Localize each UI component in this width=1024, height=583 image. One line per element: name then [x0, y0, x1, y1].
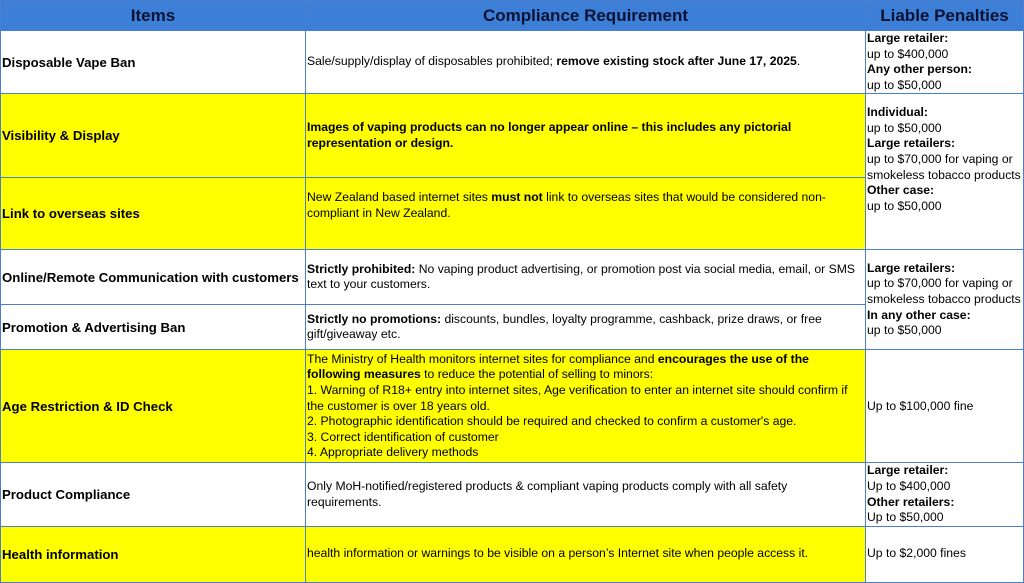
- item-cell: Online/Remote Communication with customers: [1, 250, 306, 305]
- header-compliance-requirement: Compliance Requirement: [306, 1, 866, 31]
- header-row: [1, 1, 1024, 31]
- item-cell: Product Compliance: [1, 463, 306, 526]
- penalty-cell: Up to $100,000 fine: [866, 350, 1024, 463]
- header-items: Items: [1, 1, 306, 31]
- item-cell: Link to overseas sites: [1, 178, 306, 250]
- requirement-cell: [306, 178, 866, 250]
- requirement-text: discounts, bundles, loyalty programme, cashback, prize draws, or free gift/giveaway etc.: [307, 311, 822, 342]
- requirement-text-bold: remove existing stock after June 17, 2025: [556, 54, 797, 69]
- header-liable-penalties: Liable Penalties: [866, 1, 1024, 31]
- requirement-text: The Ministry of Health monitors internet sites for compliance and: [307, 351, 658, 366]
- requirement-text-bold: must not: [491, 190, 543, 205]
- requirement-text-bold: Strictly no promotions:: [307, 311, 442, 326]
- penalty-label: Individual:: [867, 105, 928, 120]
- item-cell: Disposable Vape Ban: [1, 31, 306, 94]
- penalty-cell: [866, 250, 1024, 350]
- requirement-text: link to overseas sites that would be considered non-compliant in New Zealand.: [307, 190, 826, 220]
- requirement-cell: [306, 350, 866, 463]
- requirement-text: to reduce the potential of selling to minors:: [420, 367, 654, 382]
- requirement-text: .: [796, 54, 801, 69]
- item-cell: Health information: [1, 526, 306, 582]
- table-row: [1, 250, 1024, 305]
- requirement-text: No vaping product advertising, or promotion post via social media, email, or SMS text to your customers.: [307, 261, 855, 292]
- penalty-value: Up to $400,000: [867, 478, 951, 493]
- requirement-cell: Only MoH-notified/registered products & compliant vaping products comply with all safety requirements.: [306, 463, 866, 526]
- requirement-list-item: 2. Photographic identification should be required and checked to confirm a customer's age.: [307, 414, 797, 429]
- penalty-cell: [866, 31, 1024, 94]
- penalty-value: Up to $50,000: [867, 510, 944, 525]
- requirement-text: New Zealand based internet sites: [307, 190, 492, 205]
- table-row: [1, 94, 1024, 178]
- table-row: [1, 350, 1024, 463]
- item-cell: Age Restriction & ID Check: [1, 350, 306, 463]
- penalty-label: Large retailer:: [867, 463, 949, 478]
- requirement-cell: [306, 305, 866, 350]
- penalty-value: up to $70,000 for vaping or smokeless tobacco products: [867, 276, 1021, 307]
- table-row: [1, 31, 1024, 94]
- requirement-cell: [306, 94, 866, 178]
- requirement-text-bold: Strictly prohibited:: [307, 261, 416, 276]
- penalty-cell: [866, 463, 1024, 526]
- requirement-cell: health information or warnings to be visible on a person’s Internet site when people access it.: [306, 526, 866, 582]
- penalty-label: Large retailer:: [867, 31, 949, 45]
- item-cell: Visibility & Display: [1, 94, 306, 178]
- requirement-cell: [306, 31, 866, 94]
- penalty-value: up to $50,000: [867, 198, 942, 213]
- penalty-cell: [866, 94, 1024, 250]
- penalty-label: Any other person:: [867, 62, 972, 77]
- penalty-label: Large retailers:: [867, 260, 956, 275]
- penalty-value: up to $50,000: [867, 323, 942, 338]
- requirement-text-bold: encourages the use of the following measures: [307, 351, 809, 382]
- penalty-value: up to $50,000: [867, 77, 942, 92]
- penalty-label: Other retailers:: [867, 494, 955, 509]
- penalty-label: Other case:: [867, 183, 935, 198]
- requirement-list-item: 3. Correct identification of customer: [307, 429, 499, 444]
- requirement-text: Sale/supply/display of disposables prohibited;: [307, 54, 557, 69]
- penalty-label: Large retailers:: [867, 136, 956, 151]
- requirement-cell: [306, 250, 866, 305]
- requirement-list-item: 4. Appropriate delivery methods: [307, 445, 479, 460]
- requirement-text-bold: Images of vaping products can no longer appear online – this includes any pictorial representation or design.: [307, 120, 792, 150]
- penalty-label: In any other case:: [867, 307, 971, 322]
- requirement-list-item: 1. Warning of R18+ entry into internet sites, Age verification to enter an internet site should confirm if the customer is over 18 years old.: [307, 382, 848, 413]
- penalty-value: up to $50,000: [867, 120, 942, 135]
- penalty-cell: Up to $2,000 fines: [866, 526, 1024, 582]
- table-row: [1, 526, 1024, 582]
- penalty-value: up to $70,000 for vaping or smokeless tobacco products: [867, 152, 1021, 182]
- penalty-value: up to $400,000: [867, 46, 949, 61]
- item-cell: Promotion & Advertising Ban: [1, 305, 306, 350]
- table-row: [1, 463, 1024, 526]
